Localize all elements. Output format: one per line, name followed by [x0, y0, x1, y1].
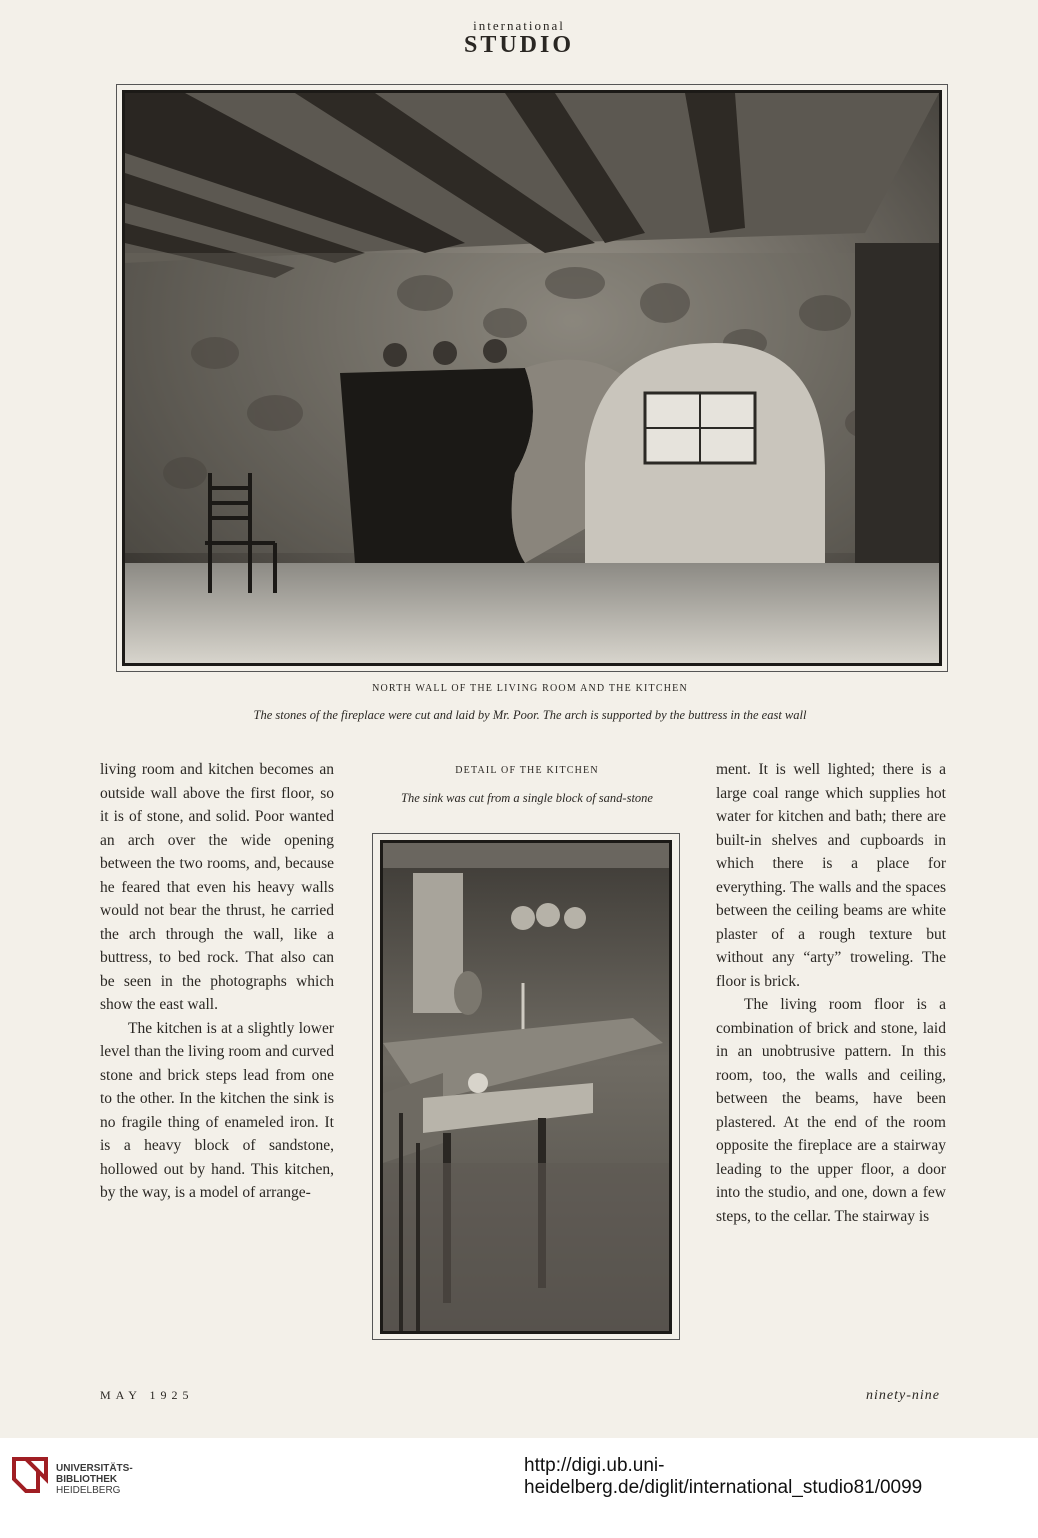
library-name-line-1: UNIVERSITÄTS-: [56, 1463, 133, 1474]
library-name-line-2: BIBLIOTHEK: [56, 1474, 118, 1485]
left-paragraph-1: living room and kitchen becomes an outside wall above the first floor, so it is of stone, and solid. Poor wanted an arch over the wide opening between the two rooms, and, because he feared that even his heavy walls would not bear the thrust, he carried the arch through the wall, like a buttress, to bed rock. That also can be seen in the photographs which show the east wall.: [100, 761, 334, 1013]
living-room-photo: [122, 90, 942, 666]
source-url-link[interactable]: http://digi.ub.uni-heidelberg.de/diglit/international_studio81/0099: [524, 1455, 923, 1498]
library-name: [56, 1463, 133, 1496]
masthead-international: international: [473, 18, 565, 33]
right-column: [716, 758, 946, 1228]
right-paragraph-1: ment. It is well lighted; there is a large coal range which supplies hot water for kitchen and bath; there are built-in shelves and cupboards in which there is a place for everything. The walls and the spaces between the ceiling beams are white plaster of a rough texture but without any “arty” troweling. The floor is brick.: [716, 761, 946, 990]
inset-caption-title: DETAIL OF THE KITCHEN: [455, 765, 599, 776]
inset-caption-text: The sink was cut from a single block of sand-stone: [401, 791, 653, 805]
university-library-logo-icon: [10, 1455, 50, 1495]
library-name-line-3: HEIDELBERG: [56, 1485, 121, 1496]
footer-date: MAY 1925: [100, 1388, 194, 1402]
kitchen-photo: [380, 840, 672, 1334]
top-photo-caption-title: NORTH WALL OF THE LIVING ROOM AND THE KITCHEN: [372, 683, 688, 694]
right-paragraph-2: The living room floor is a combination of brick and stone, laid in an unobtrusive pattern. In this room, too, the walls and ceiling, between the beams, have been plastered. At the end of the room opposite the fireplace are a stairway leading to the upper floor, a door into the studio, and one, down a few steps, to the cellar. The stairway is: [716, 996, 946, 1225]
left-paragraph-2: The kitchen is at a slightly lower level than the living room and curved stone and brick steps lead from one to the other. In the kitchen the sink is no fragile thing of enameled iron. It is a heavy block of sandstone, hollowed out by hand. This kitchen, by the way, is a model of arrange-: [100, 1019, 334, 1201]
top-photo-caption-text: The stones of the fireplace were cut and laid by Mr. Poor. The arch is supported by the buttress in the east wall: [253, 708, 807, 722]
masthead-studio: STUDIO: [463, 32, 575, 58]
left-column: [100, 758, 334, 1205]
footer-page-number: ninety-nine: [866, 1388, 940, 1403]
masthead: [0, 18, 1038, 59]
